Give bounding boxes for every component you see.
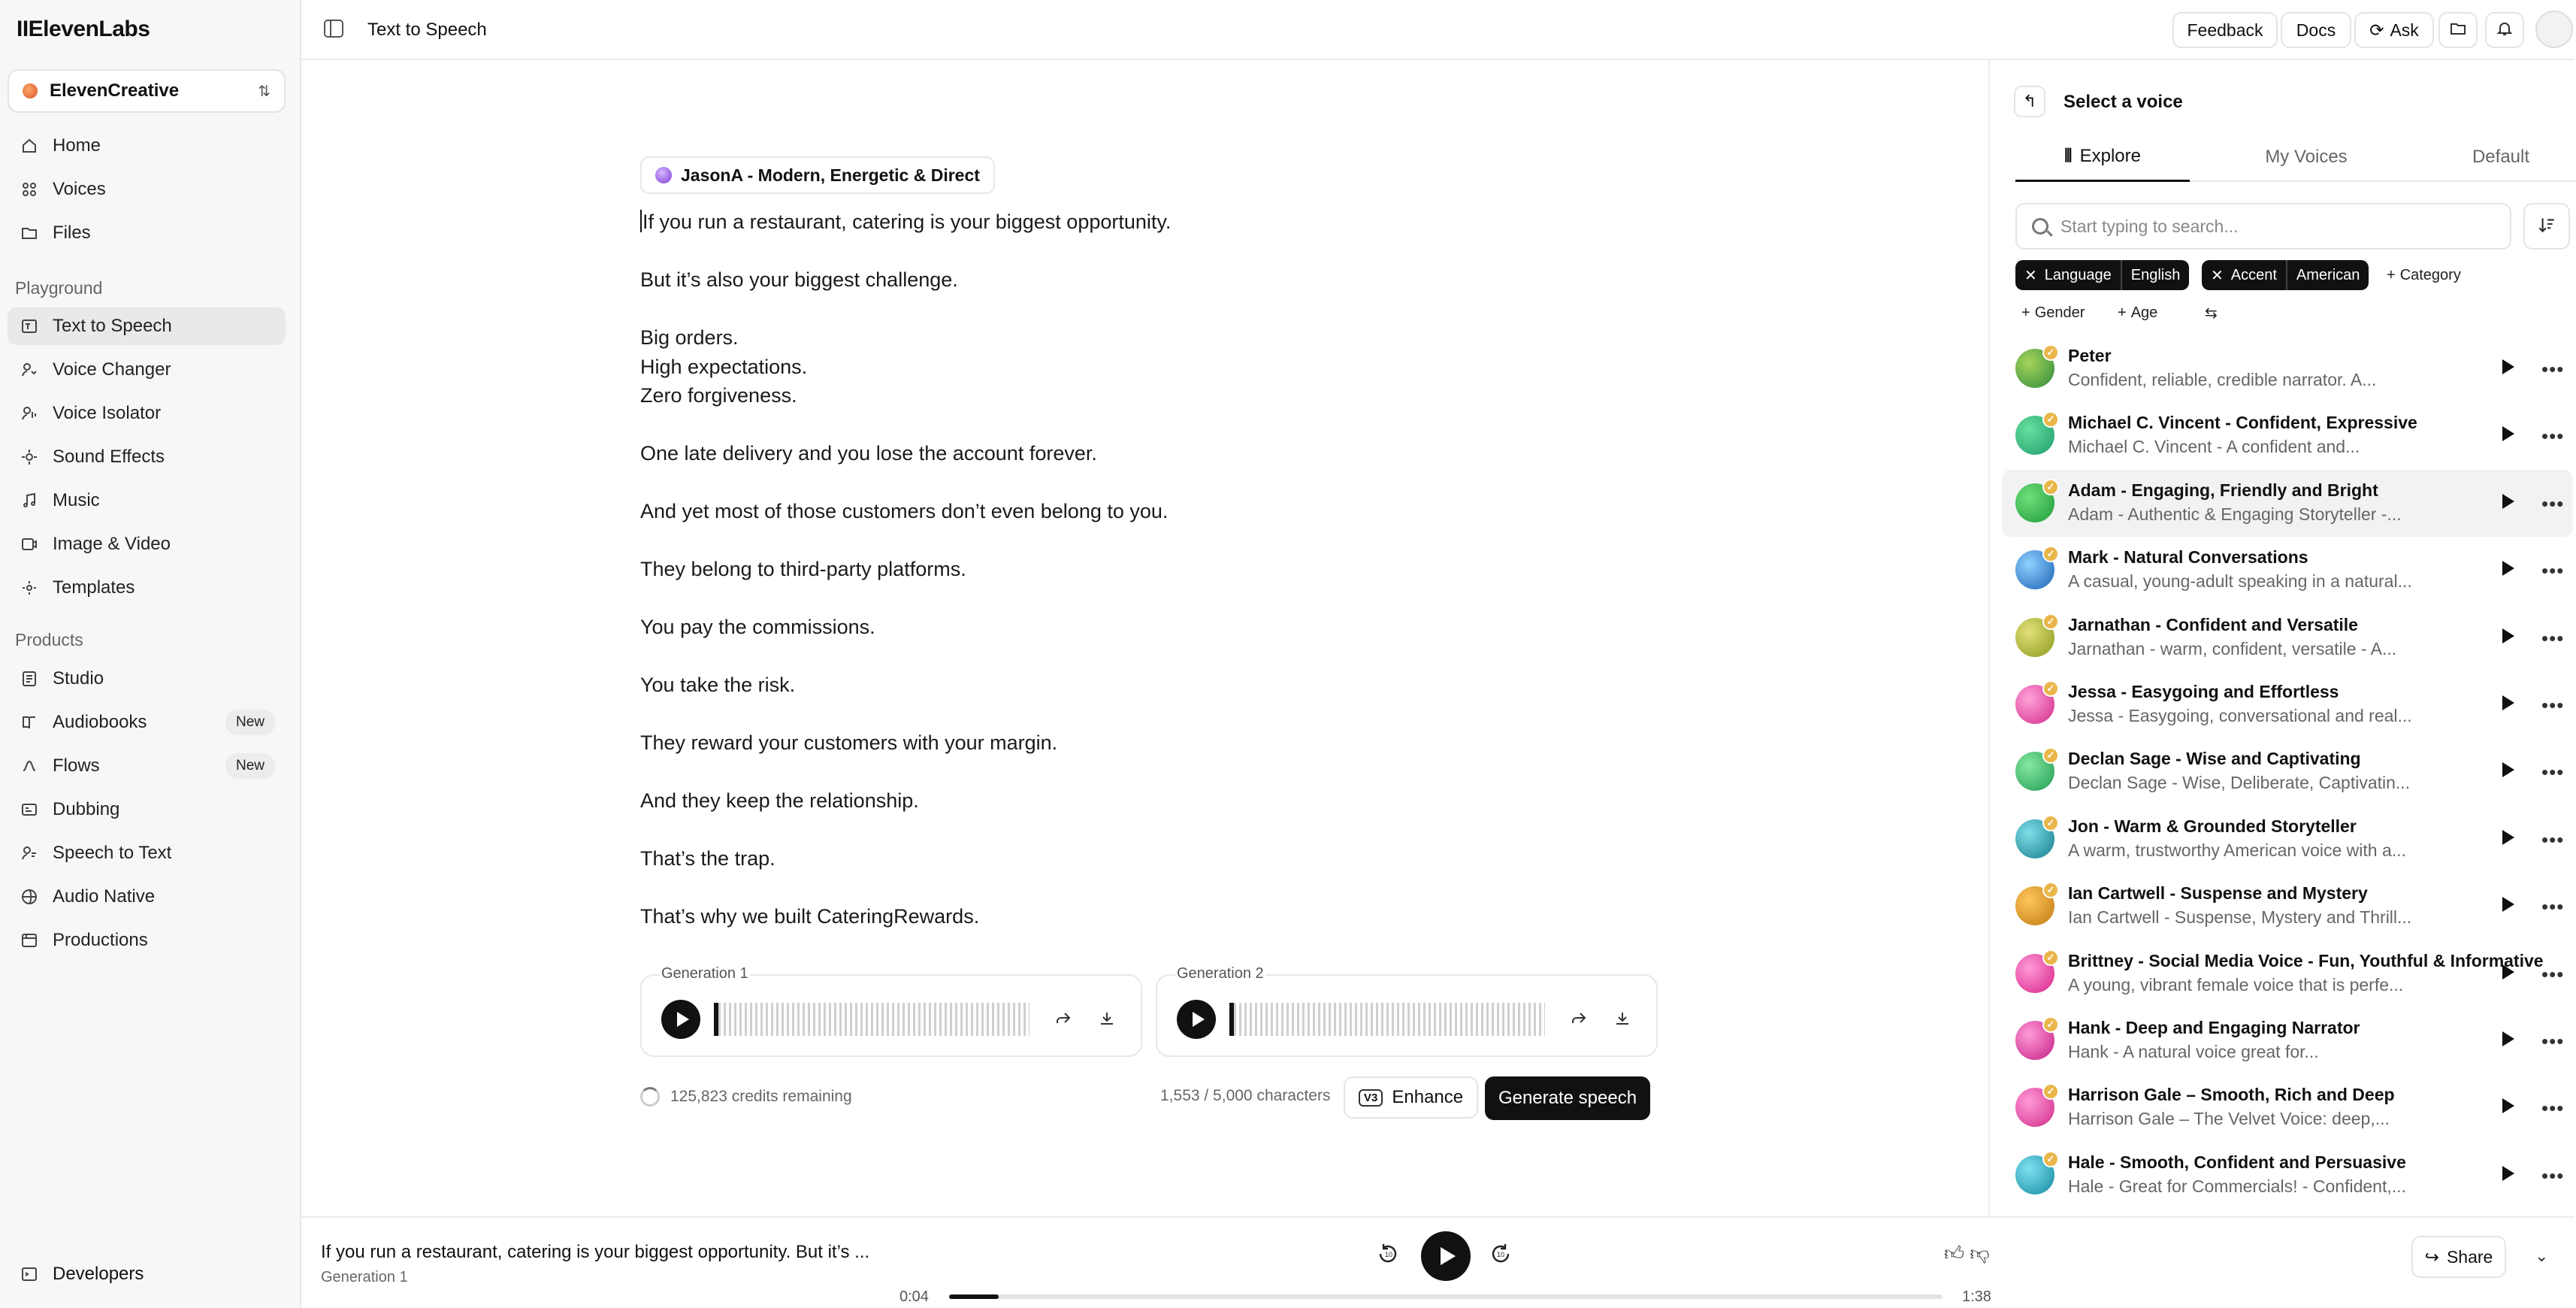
folder-icon [2449, 20, 2467, 41]
new-badge: New [225, 710, 275, 735]
folder-icon [20, 223, 39, 243]
voice-tabs [2015, 132, 2576, 182]
voice-name: Peter [2068, 346, 2112, 365]
tab-my-voices[interactable]: My Voices [2265, 147, 2348, 167]
remove-filter-icon[interactable]: ✕ [2024, 267, 2037, 284]
verified-icon: ✓ [2042, 546, 2059, 562]
sidebar-item-templates[interactable] [8, 569, 286, 607]
player-progress-fill [949, 1294, 999, 1299]
sidebar-item-label: Voice Changer [53, 359, 171, 380]
more-options-icon[interactable]: ••• [2541, 962, 2565, 986]
filter-key: Accent [2230, 266, 2277, 283]
editor-line [640, 902, 1662, 931]
editor-line [640, 497, 1662, 526]
text-editor[interactable] [640, 207, 1662, 931]
play-icon[interactable] [2502, 1031, 2514, 1046]
player-progress-bar[interactable] [949, 1294, 1943, 1299]
feedback-button[interactable]: Feedback [2172, 12, 2278, 48]
user-avatar[interactable] [2535, 11, 2573, 48]
sidebar-item-label: Studio [53, 668, 104, 689]
rewind-10-icon[interactable] [1373, 1239, 1403, 1269]
editor-line-text: You pay the commissions. [640, 616, 875, 638]
voice-name: Jon - Warm & Grounded Storyteller [2068, 816, 2357, 836]
image-video-icon [20, 534, 39, 554]
sidebar-item-label: Image & Video [53, 534, 171, 554]
sidebar-item-voice-changer[interactable] [8, 351, 286, 389]
voice-description: Michael C. Vincent - A confident and... [2068, 437, 2360, 457]
speech-to-text-icon [20, 843, 39, 863]
voice-avatar [2015, 749, 2055, 791]
voice-avatar [2015, 951, 2055, 993]
play-icon[interactable] [2502, 561, 2514, 576]
sidebar-item-label: Sound Effects [53, 447, 165, 467]
sidebar-item-label: Speech to Text [53, 843, 172, 863]
voice-row[interactable] [2002, 671, 2573, 738]
voice-list [2002, 335, 2573, 1209]
voice-name: Jarnathan - Confident and Versatile [2068, 614, 2358, 634]
voice-isolator-icon [20, 404, 39, 423]
editor-line [640, 237, 1662, 266]
feedback-thumbs [1944, 1242, 1990, 1265]
filter-value: English [2130, 266, 2181, 283]
voice-row[interactable] [2002, 1074, 2573, 1141]
verified-icon: ✓ [2042, 613, 2059, 630]
more-options-icon[interactable]: ••• [2541, 1164, 2565, 1187]
sidebar-item-label: Audiobooks [53, 712, 147, 732]
editor-line [640, 468, 1662, 498]
voice-avatar [2015, 886, 2054, 925]
back-icon[interactable]: ↰ [2014, 86, 2045, 117]
sidebar-item-label: Music [53, 490, 100, 510]
dubbing-icon [20, 800, 39, 819]
editor-line [640, 439, 1662, 468]
editor-line [640, 323, 1662, 353]
remove-filter-icon[interactable]: ✕ [2211, 267, 2224, 284]
credits-ring-icon [640, 1087, 660, 1107]
generation-card-1 [640, 965, 1142, 1057]
sidebar-item-productions[interactable] [8, 922, 286, 959]
tab-explore[interactable] [2015, 132, 2190, 182]
voice-row[interactable] [2002, 1142, 2573, 1209]
sidebar-item-label: Audio Native [53, 886, 156, 907]
voice-avatar [2015, 816, 2055, 858]
sidebar-item-audio-native[interactable] [8, 878, 286, 916]
credits-remaining [640, 1087, 852, 1107]
editor-line [640, 613, 1662, 642]
voice-row[interactable] [2002, 335, 2573, 402]
voice-description: Jarnathan - warm, confident, versatile - A... [2068, 638, 2397, 659]
voice-name: Adam - Engaging, Friendly and Bright [2068, 480, 2378, 500]
editor-line-text: But it’s also your biggest challenge. [640, 268, 958, 291]
chip-divider [2121, 260, 2122, 290]
editor-line-text: Zero forgiveness. [640, 384, 797, 407]
voice-description: Declan Sage - Wise, Deliberate, Captivatin... [2068, 773, 2411, 793]
v3-badge: V3 [1359, 1089, 1383, 1107]
voice-description: Harrison Gale – The Velvet Voice: deep,... [2068, 1109, 2390, 1129]
sidebar-item-label: Templates [53, 577, 135, 598]
voice-avatar [2015, 1085, 2055, 1127]
svg-text:10: 10 [1385, 1251, 1393, 1258]
voice-orb-icon [655, 167, 672, 183]
play-icon[interactable] [2502, 359, 2514, 374]
editor-line-text: They belong to third-party platforms. [640, 558, 966, 580]
editor-line-text: And they keep the relationship. [640, 789, 919, 812]
voice-row[interactable] [2002, 738, 2573, 805]
play-button[interactable] [661, 1000, 700, 1039]
voice-name: Ian Cartwell - Suspense and Mystery [2068, 883, 2368, 904]
voice-changer-icon [20, 360, 39, 380]
editor-line-text: And yet most of those customers don’t even belong to you. [640, 500, 1169, 522]
plus-icon: + [2021, 304, 2030, 321]
text-to-speech-icon [20, 316, 39, 336]
editor-line-text: If you run a restaurant, catering is your biggest opportunity. [642, 210, 1172, 233]
voice-name: Michael C. Vincent - Confident, Expressive [2068, 413, 2417, 433]
sidebar-item-files[interactable] [8, 214, 286, 252]
audiobooks-icon [20, 713, 39, 732]
voice-row[interactable] [2002, 402, 2573, 469]
chevron-up-down-icon: ⇅ [258, 83, 271, 100]
toggle-sidebar-icon[interactable] [324, 20, 343, 38]
editor-line-text: They reward your customers with your margin. [640, 731, 1058, 754]
filter-label: Gender [2034, 304, 2085, 321]
home-icon [20, 136, 39, 156]
bell-icon [2496, 20, 2514, 41]
editor-line [640, 671, 1662, 700]
sidebar-item-label: Developers [53, 1264, 144, 1284]
generation-card-2 [1156, 965, 1658, 1057]
more-options-icon[interactable]: ••• [2541, 693, 2565, 716]
play-icon[interactable] [2502, 897, 2514, 912]
play-icon[interactable] [2502, 1098, 2514, 1113]
more-options-icon[interactable]: ••• [2541, 358, 2565, 380]
credits-text: 125,823 credits remaining [670, 1088, 852, 1105]
player-play-button[interactable] [1421, 1231, 1471, 1281]
voice-description: A young, vibrant female voice that is perfe... [2068, 974, 2404, 995]
verified-icon: ✓ [2042, 815, 2059, 831]
player-title: If you run a restaurant, catering is your biggest opportunity. But it’s ... [321, 1242, 870, 1262]
filter-label: Category [2399, 266, 2461, 283]
voice-description: Hank - A natural voice great for... [2068, 1041, 2319, 1061]
editor-line [640, 786, 1662, 816]
editor-line [640, 728, 1662, 758]
developers-icon [20, 1264, 39, 1284]
editor-line [640, 265, 1662, 295]
editor-line [640, 295, 1662, 324]
play-button[interactable] [1177, 1000, 1216, 1039]
play-icon[interactable] [2502, 426, 2514, 441]
waveform-icon: ⦀ [2064, 145, 2073, 166]
sidebar-item-studio[interactable] [8, 660, 286, 698]
ask-label: Ask [2390, 20, 2419, 40]
filter-label: Age [2130, 304, 2158, 321]
editor-line [640, 526, 1662, 556]
ask-icon: ⟳ [2369, 20, 2384, 40]
selected-voice-label: JasonA - Modern, Energetic & Direct [681, 165, 980, 185]
more-options-icon[interactable]: ••• [2541, 1097, 2565, 1120]
editor-line [640, 816, 1662, 845]
sidebar-item-developers[interactable] [8, 1255, 286, 1293]
thumbs-up-icon[interactable]: 👍︎ [1944, 1242, 1965, 1264]
editor-line [640, 844, 1662, 874]
forward-10-icon[interactable] [1486, 1239, 1516, 1269]
generation-label: Generation 2 [1177, 965, 1264, 982]
play-icon[interactable] [2502, 762, 2514, 777]
tab-default[interactable]: Default [2472, 147, 2530, 167]
tab-label: Explore [2079, 145, 2141, 166]
sidebar-item-label: Dubbing [53, 799, 120, 819]
verified-icon: ✓ [2042, 479, 2059, 495]
voice-avatar [2015, 413, 2055, 455]
filter-chip-accent[interactable] [2202, 260, 2369, 290]
voice-search-input[interactable] [2015, 203, 2511, 250]
voice-name: Harrison Gale – Smooth, Rich and Deep [2068, 1085, 2395, 1105]
svg-text:10: 10 [1497, 1251, 1505, 1258]
sidebar-item-label: Voices [53, 179, 106, 199]
voice-description: A casual, young-adult speaking in a natural... [2068, 571, 2412, 592]
audio-player [301, 1216, 2574, 1308]
editor-line-text: High expectations. [640, 355, 808, 378]
editor-line-text: Big orders. [640, 326, 739, 349]
sidebar-item-flows[interactable] [8, 747, 286, 785]
voice-row[interactable] [2002, 537, 2573, 604]
verified-icon: ✓ [2042, 1016, 2059, 1033]
templates-icon [20, 578, 39, 598]
add-gender-filter[interactable] [2014, 298, 2092, 328]
text-caret [640, 210, 642, 232]
more-options-icon[interactable]: ••• [2541, 1029, 2565, 1052]
voice-panel [1988, 60, 2574, 1216]
sidebar-item-label: Productions [53, 930, 148, 950]
editor-line [640, 410, 1662, 440]
generate-speech-button[interactable]: Generate speech [1485, 1076, 1650, 1120]
editor-line [640, 381, 1662, 410]
more-options-icon[interactable]: ••• [2541, 559, 2565, 583]
sidebar-item-audiobooks[interactable] [8, 704, 286, 741]
share-label: Share [2446, 1246, 2493, 1267]
player-share-button[interactable] [2411, 1236, 2506, 1278]
notifications-button[interactable] [2485, 12, 2524, 48]
voice-avatar [2015, 480, 2055, 522]
voice-avatar [2015, 349, 2054, 388]
editor-line [640, 584, 1662, 613]
sidebar-item-label: Voice Isolator [53, 403, 162, 423]
sidebar-item-sound-effects[interactable] [8, 438, 286, 476]
player-duration: 1:38 [1962, 1288, 1991, 1305]
player-subtitle: Generation 1 [321, 1269, 408, 1285]
playground-section-label: Playground [15, 278, 103, 298]
page-title: Text to Speech [367, 20, 487, 40]
sort-button[interactable] [2523, 203, 2570, 250]
more-options-icon[interactable]: ••• [2541, 425, 2565, 448]
voice-description: Hale - Great for Commercials! - Confident,... [2068, 1176, 2406, 1196]
filter-value: American [2296, 266, 2360, 283]
new-badge: New [225, 753, 275, 779]
voice-avatar [2015, 1152, 2055, 1194]
more-options-icon[interactable]: ••• [2541, 828, 2565, 851]
sidebar-item-label: Flows [53, 755, 100, 776]
plus-icon: + [2387, 266, 2396, 283]
filter-chip-language[interactable] [2015, 260, 2189, 290]
enhance-label: Enhance [1392, 1087, 1464, 1107]
top-bar [301, 0, 2574, 60]
studio-icon [20, 669, 39, 689]
voice-row[interactable] [2002, 470, 2573, 537]
play-icon[interactable] [2502, 494, 2514, 509]
share-icon[interactable] [1568, 1007, 1590, 1030]
folder-button[interactable] [2438, 12, 2478, 48]
voice-name: Brittney - Social Media Voice - Fun, Youthful & Informative [2068, 950, 2544, 970]
voice-name: Mark - Natural Conversations [2068, 547, 2308, 568]
sidebar-item-label: Files [53, 223, 91, 243]
sidebar-item-home[interactable] [8, 127, 286, 165]
voice-avatar [2015, 615, 2055, 657]
add-category-filter[interactable] [2379, 260, 2469, 290]
voice-name: Jessa - Easygoing and Effortless [2068, 681, 2339, 701]
voice-row[interactable] [2002, 806, 2573, 873]
editor-line-text: That’s why we built CateringRewards. [640, 905, 980, 928]
editor-line [640, 207, 1662, 237]
voice-description: Confident, reliable, credible narrator. A... [2068, 370, 2377, 389]
player-current-time: 0:04 [899, 1288, 929, 1305]
voices-icon [20, 180, 39, 199]
music-icon [20, 491, 39, 510]
editor-line [640, 555, 1662, 584]
voice-panel-title: Select a voice [2064, 92, 2183, 112]
verified-icon: ✓ [2042, 949, 2059, 966]
sidebar-item-text-to-speech[interactable] [8, 307, 286, 345]
sidebar-item-speech-to-text[interactable] [8, 834, 286, 872]
editor-line [640, 758, 1662, 787]
voice-name: Declan Sage - Wise and Captivating [2068, 749, 2361, 769]
enhance-button[interactable] [1344, 1076, 1478, 1119]
sidebar-item-voice-isolator[interactable] [8, 395, 286, 432]
more-options-icon[interactable]: ••• [2541, 492, 2565, 515]
sidebar [0, 0, 301, 1308]
products-section-label: Products [15, 630, 83, 649]
audio-native-icon [20, 887, 39, 907]
plus-icon: + [2118, 304, 2127, 321]
voice-row[interactable] [2002, 1007, 2573, 1074]
verified-icon: ✓ [2042, 1151, 2059, 1167]
waveform[interactable] [714, 1003, 1029, 1036]
verified-icon: ✓ [2042, 747, 2059, 764]
share-icon: ↪ [2424, 1246, 2439, 1267]
editor-line [640, 874, 1662, 903]
chip-divider [2286, 260, 2287, 290]
sidebar-item-dubbing[interactable] [8, 791, 286, 828]
verified-icon: ✓ [2042, 344, 2059, 361]
download-icon[interactable] [1096, 1007, 1118, 1030]
sound-effects-icon [20, 447, 39, 467]
sidebar-item-label: Home [53, 135, 101, 156]
generation-label: Generation 1 [661, 965, 748, 982]
workspace-name: ElevenCreative [50, 80, 180, 101]
more-options-icon[interactable]: ••• [2541, 895, 2565, 919]
flows-icon [20, 756, 39, 776]
play-icon[interactable] [2502, 830, 2514, 845]
voice-row[interactable] [2002, 873, 2573, 940]
play-icon[interactable] [2502, 964, 2514, 979]
search-placeholder: Start typing to search... [2060, 216, 2239, 236]
workspace-icon [23, 83, 38, 98]
editor-line-text: One late delivery and you lose the account forever. [640, 442, 1097, 465]
more-filters-icon[interactable]: ⇆ [2205, 304, 2218, 322]
workspace-switcher[interactable] [8, 69, 286, 113]
play-icon[interactable] [2502, 628, 2514, 643]
search-icon [2032, 218, 2048, 235]
filter-key: Language [2044, 266, 2112, 283]
play-icon[interactable] [2502, 1166, 2514, 1181]
voice-name: Hank - Deep and Engaging Narrator [2068, 1017, 2360, 1037]
voice-description: Ian Cartwell - Suspense, Mystery and Thrill... [2068, 907, 2412, 928]
sort-icon [2537, 215, 2556, 238]
sidebar-item-voices[interactable] [8, 171, 286, 208]
docs-button[interactable]: Docs [2281, 12, 2351, 48]
voice-description: A warm, trustworthy American voice with a... [2068, 840, 2406, 860]
elevenlabs-logo[interactable]: IIElevenLabs [17, 17, 150, 41]
play-icon[interactable] [2502, 695, 2514, 710]
verified-icon: ✓ [2042, 680, 2059, 697]
add-age-filter[interactable] [2110, 298, 2165, 328]
share-icon[interactable] [1052, 1007, 1075, 1030]
productions-icon [20, 931, 39, 950]
more-options-icon[interactable]: ••• [2541, 626, 2565, 649]
sidebar-item-label: Text to Speech [53, 316, 172, 336]
editor-line-text: You take the risk. [640, 674, 796, 696]
thumbs-down-icon[interactable]: 👎︎ [1970, 1242, 1990, 1264]
ask-button[interactable] [2354, 12, 2434, 48]
download-icon[interactable] [1611, 1007, 1634, 1030]
voice-avatar [2015, 550, 2054, 589]
voice-avatar [2015, 682, 2055, 724]
sidebar-item-image-video[interactable] [8, 525, 286, 563]
editor-line [640, 700, 1662, 729]
verified-icon: ✓ [2042, 411, 2059, 428]
verified-icon: ✓ [2042, 1083, 2059, 1100]
editor-line [640, 353, 1662, 382]
editor-line-text: That’s the trap. [640, 847, 776, 870]
editor-line [640, 642, 1662, 671]
voice-avatar [2015, 1018, 2055, 1060]
waveform[interactable] [1229, 1003, 1545, 1036]
voice-description: Adam - Authentic & Engaging Storyteller -... [2068, 504, 2402, 524]
chevron-down-icon[interactable]: ⌄ [2535, 1246, 2549, 1265]
more-options-icon[interactable]: ••• [2541, 761, 2565, 784]
character-count: 1,553 / 5,000 characters [1160, 1087, 1331, 1104]
verified-icon: ✓ [2042, 882, 2059, 898]
voice-description: Jessa - Easygoing, conversational and real... [2068, 705, 2412, 725]
voice-row[interactable] [2002, 604, 2573, 671]
sidebar-item-music[interactable] [8, 482, 286, 519]
selected-voice-chip[interactable] [640, 156, 995, 194]
voice-name: Hale - Smooth, Confident and Persuasive [2068, 1152, 2406, 1172]
voice-row[interactable] [2002, 940, 2573, 1007]
